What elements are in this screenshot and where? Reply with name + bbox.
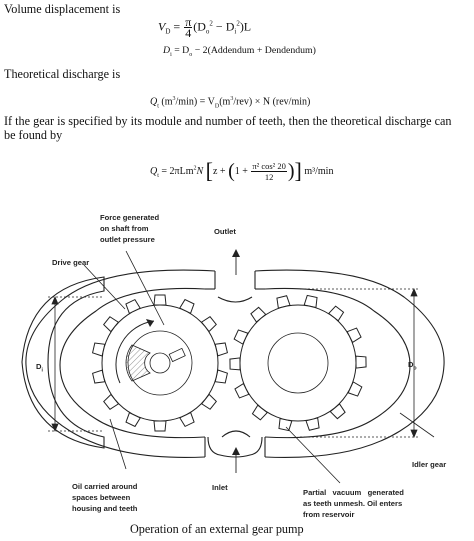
drive-gear bbox=[92, 295, 227, 431]
inlet-arrow bbox=[232, 447, 240, 473]
oil-carried-label: Oil carried around spaces between housing and teeth bbox=[72, 482, 138, 513]
qm-z: z + bbox=[212, 166, 226, 177]
qt-d-sub: D bbox=[214, 103, 220, 110]
pi-over-four bbox=[184, 17, 192, 38]
qm-n: N bbox=[196, 166, 204, 177]
vd-di-sub: i bbox=[234, 27, 237, 36]
qt-sub: t bbox=[157, 103, 159, 110]
qt-part-4: /rev) × N (rev/min) bbox=[233, 96, 311, 108]
vd-rhs-open: (D bbox=[193, 19, 206, 34]
module-paragraph: If the gear is specified by its module and number of teeth, then the theoretical discharge can be found by bbox=[4, 114, 452, 142]
idler-gear bbox=[230, 295, 366, 431]
qm-t-sub: t bbox=[157, 173, 159, 179]
qm-mid: = 2πLm bbox=[158, 166, 194, 177]
vd-subscript: D bbox=[165, 27, 171, 36]
vd-minus: − D bbox=[212, 19, 235, 34]
qm-units: m³/min bbox=[304, 166, 334, 177]
qt-cube-2: 3 bbox=[230, 96, 234, 102]
theoretical-discharge-heading: Theoretical discharge is bbox=[4, 67, 121, 81]
qt-part-3: (m bbox=[219, 96, 231, 108]
di-eq: = D bbox=[171, 45, 190, 56]
di-symbol: D bbox=[163, 45, 171, 56]
vd-do-sub: o bbox=[205, 27, 210, 36]
di-rest: − 2(Addendum + Dendendum) bbox=[192, 45, 316, 56]
di-o-sub: o bbox=[189, 51, 193, 58]
vd-sq-2: 2 bbox=[236, 19, 240, 28]
qm-sq: 2 bbox=[193, 165, 197, 172]
force-generated-label: Force generated on shaft from outlet pressure bbox=[100, 213, 160, 244]
volume-displacement-heading: Volume displacement is bbox=[4, 2, 121, 16]
theoretical-discharge-equation bbox=[150, 96, 310, 109]
volume-displacement-equation: $V_D$ = $\frac{\pi}{4}$ $(D_o^2 - D_i^2)L$ bbox=[158, 15, 252, 40]
outlet-arrow bbox=[232, 249, 240, 275]
pi-symbol: π bbox=[185, 15, 192, 29]
qm-numerator: π² cos² 20 bbox=[252, 161, 286, 172]
vd-sq-1: 2 bbox=[209, 19, 213, 28]
four-symbol: 4 bbox=[185, 26, 192, 40]
figure-caption: Operation of an external gear pump bbox=[130, 522, 304, 536]
di-label-letter: D bbox=[36, 362, 42, 371]
qt-cube-1: 3 bbox=[172, 96, 176, 102]
di-label bbox=[36, 361, 43, 377]
drive-gear-label: Drive gear bbox=[52, 258, 90, 267]
vd-L: )L bbox=[239, 19, 252, 34]
gear-pump-diagram bbox=[0, 205, 474, 525]
qm-fraction bbox=[251, 161, 286, 182]
idler-gear-label: Idler gear bbox=[412, 460, 447, 469]
inner-diameter-equation bbox=[163, 45, 316, 58]
do-label-letter: D bbox=[408, 360, 414, 369]
qt-part-2: /min) = V bbox=[175, 96, 215, 108]
do-label-sub: o bbox=[413, 365, 417, 372]
qm-q: Q bbox=[150, 166, 158, 177]
module-discharge-equation: $Q_t = 2\pi Lm^2N$ [z + (1 + $\frac{\text{π² cos² 20}}{12}$ )] m³/min bbox=[150, 158, 334, 183]
outlet-label: Outlet bbox=[214, 227, 236, 236]
do-label bbox=[408, 359, 417, 375]
di-label-sub: i bbox=[41, 367, 43, 374]
partial-vacuum-label: Partial vacuum generated as teeth unmesh. Oil enters from reservoir bbox=[303, 488, 404, 519]
qm-one: 1 + bbox=[234, 166, 248, 177]
inlet-label: Inlet bbox=[212, 483, 228, 492]
qt-part-1: (m bbox=[158, 96, 173, 108]
qm-denominator: 12 bbox=[264, 172, 274, 183]
vd-symbol: V bbox=[158, 19, 166, 34]
di-sub: i bbox=[170, 51, 172, 58]
qt-symbol: Q bbox=[150, 96, 158, 108]
